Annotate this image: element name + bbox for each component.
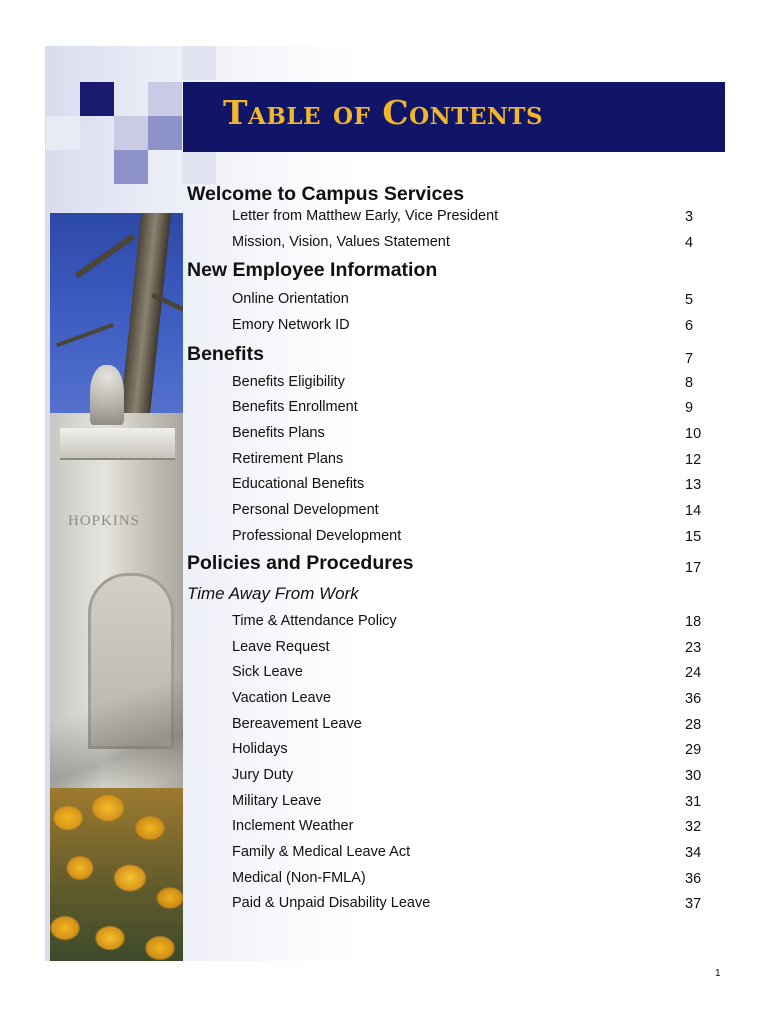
toc-page-number: 12 — [685, 452, 702, 468]
page-title: Table of Contents — [223, 93, 544, 132]
decorative-square — [148, 116, 182, 150]
toc-entry — [187, 689, 707, 707]
toc-entry — [187, 424, 707, 442]
toc-label: Emory Network ID — [232, 317, 350, 333]
toc-entry — [187, 663, 707, 681]
toc-entry — [187, 817, 707, 835]
toc-entry — [187, 527, 707, 545]
toc-page-number: 37 — [685, 896, 702, 912]
toc-page-number: 5 — [685, 292, 694, 308]
toc-label: Inclement Weather — [232, 818, 354, 834]
toc-label: Personal Development — [232, 502, 379, 518]
decorative-square — [114, 150, 148, 184]
toc-label: Mission, Vision, Values Statement — [232, 234, 450, 250]
toc-page-number: 6 — [685, 318, 694, 334]
toc-section — [187, 183, 707, 206]
toc-label: Holidays — [232, 741, 288, 757]
toc-page-number: 34 — [685, 845, 702, 861]
toc-label: Jury Duty — [232, 767, 294, 783]
toc-label: Paid & Unpaid Disability Leave — [232, 895, 431, 911]
toc-page-number: 36 — [685, 871, 702, 887]
toc-entry — [187, 290, 707, 308]
decorative-square — [114, 116, 148, 150]
toc-entry — [187, 638, 707, 656]
toc-section — [187, 552, 707, 575]
toc-section — [187, 343, 707, 366]
decorative-square — [80, 82, 114, 116]
toc-label: New Employee Information — [187, 259, 438, 281]
toc-entry — [187, 207, 707, 225]
toc-entry — [187, 475, 707, 493]
toc-label: Bereavement Leave — [232, 716, 362, 732]
toc-page-number: 4 — [685, 235, 694, 251]
toc-page-number: 10 — [685, 426, 702, 442]
toc-page-number: 30 — [685, 768, 702, 784]
decorative-square — [148, 82, 182, 116]
toc-label: Benefits Eligibility — [232, 374, 345, 390]
toc-page-number: 18 — [685, 614, 702, 630]
toc-label: Professional Development — [232, 528, 402, 544]
toc-entry — [187, 373, 707, 391]
toc-page-number: 23 — [685, 640, 702, 656]
toc-label: Medical (Non-FMLA) — [232, 870, 366, 886]
toc-entry — [187, 766, 707, 784]
toc-label: Leave Request — [232, 639, 330, 655]
toc-label: Family & Medical Leave Act — [232, 844, 411, 860]
toc-page-number: 14 — [685, 503, 702, 519]
toc-page-number: 17 — [685, 560, 702, 576]
toc-entry — [187, 792, 707, 810]
toc-page-number: 24 — [685, 665, 702, 681]
page-number: 1 — [715, 968, 721, 979]
toc-page-number: 13 — [685, 477, 702, 493]
toc-entry — [187, 869, 707, 887]
toc-label: Retirement Plans — [232, 451, 344, 467]
toc-entry — [187, 612, 707, 630]
toc-page-number: 31 — [685, 794, 702, 810]
toc-label: Time Away From Work — [187, 584, 359, 603]
toc-label: Educational Benefits — [232, 476, 365, 492]
toc-page-number: 9 — [685, 400, 694, 416]
toc-label: Benefits Plans — [232, 425, 325, 441]
toc-section — [187, 259, 707, 282]
toc-label: Sick Leave — [232, 664, 303, 680]
toc-page-number: 28 — [685, 717, 702, 733]
toc-label: Welcome to Campus Services — [187, 183, 465, 205]
pillar-cap — [60, 428, 175, 460]
toc-entry — [187, 398, 707, 416]
toc-page-number: 3 — [685, 209, 694, 225]
decorative-square — [182, 46, 216, 80]
decorative-square — [46, 116, 80, 150]
decorative-square — [182, 150, 216, 184]
toc-label: Benefits Enrollment — [232, 399, 358, 415]
toc-page-number: 29 — [685, 742, 702, 758]
toc-entry — [187, 894, 707, 912]
toc-entry — [187, 316, 707, 334]
pillar-finial — [90, 365, 124, 425]
toc-entry — [187, 843, 707, 861]
toc-entry — [187, 450, 707, 468]
toc-label: Time & Attendance Policy — [232, 613, 397, 629]
toc-label: Military Leave — [232, 793, 322, 809]
pillar-inscription: HOPKINS — [68, 513, 141, 529]
toc-subsection — [187, 584, 707, 604]
toc-page-number: 8 — [685, 375, 694, 391]
toc-entry — [187, 501, 707, 519]
toc-label: Letter from Matthew Early, Vice President — [232, 208, 499, 224]
toc-entry — [187, 715, 707, 733]
toc-page-number: 32 — [685, 819, 702, 835]
toc-page-number: 36 — [685, 691, 702, 707]
toc-page-number: 15 — [685, 529, 702, 545]
toc-page-number: 7 — [685, 351, 694, 367]
toc-label: Benefits — [187, 343, 264, 365]
toc-label: Online Orientation — [232, 291, 349, 307]
toc-entry — [187, 233, 707, 251]
toc-label: Policies and Procedures — [187, 552, 414, 574]
yellow-tulips — [50, 788, 183, 961]
campus-gate-photo — [50, 213, 183, 961]
toc-label: Vacation Leave — [232, 690, 331, 706]
toc-entry — [187, 740, 707, 758]
